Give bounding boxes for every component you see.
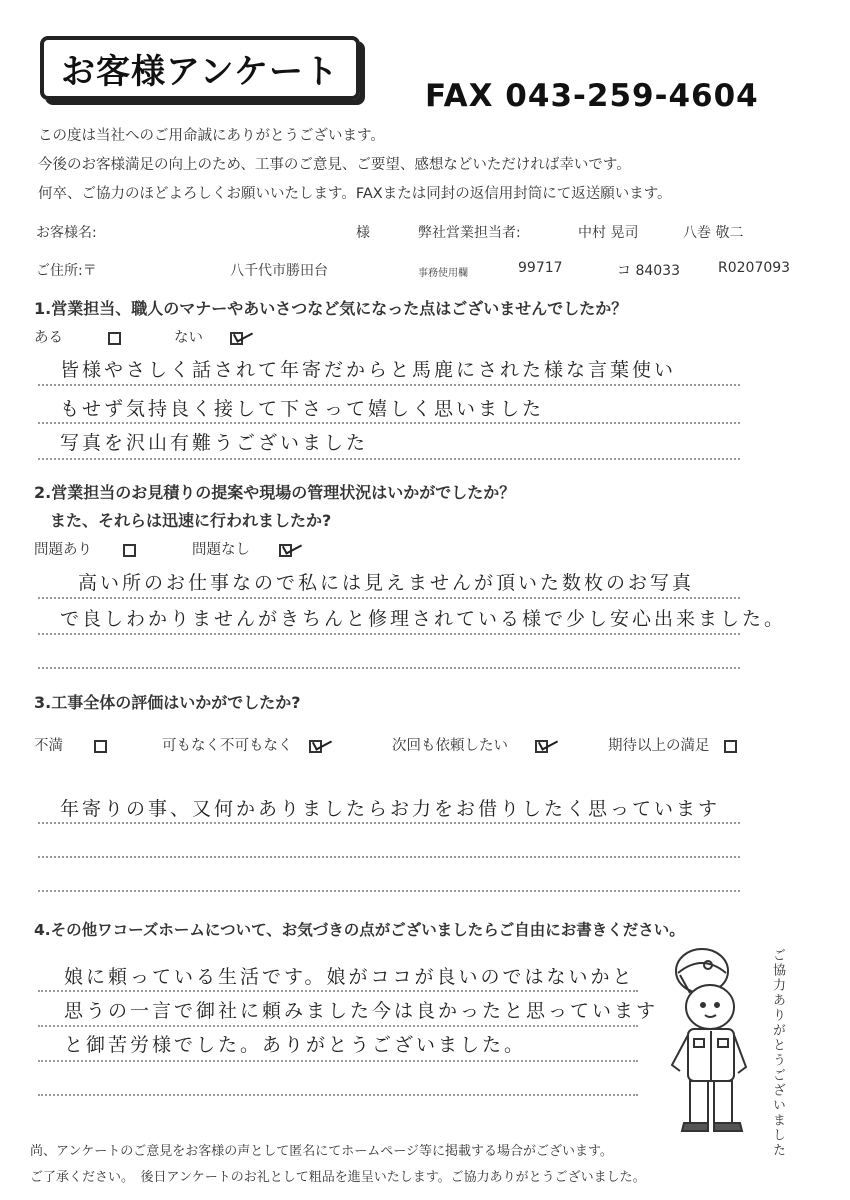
honorific: 様: [356, 225, 370, 241]
answer-rule: [38, 890, 740, 892]
staff-label: 弊社営業担当者:: [418, 225, 521, 241]
answer-rule: [38, 990, 638, 992]
q1-no-checkbox[interactable]: [230, 332, 243, 345]
q1-answer-line-1: 皆様やさしく話されて年寄だからと馬鹿にされた様な言葉使い: [60, 359, 677, 381]
answer-rule: [38, 633, 740, 635]
q2-no-issue-checkbox[interactable]: [279, 544, 292, 557]
answer-rule: [38, 822, 740, 824]
q3-answer-line-1: 年寄りの事、又何かありましたらお力をお借りしたく思っています: [60, 798, 721, 820]
answer-rule: [38, 1060, 638, 1062]
side-thanks: ご協力ありがとうございました: [770, 948, 785, 1158]
intro-line-3: 何卒、ご協力のほどよろしくお願いいたします。FAXまたは同封の返信用封筒にて返送願います。: [38, 186, 672, 202]
q2-answer-line-2: で良しわかりませんがきちんと修理されている様で少し安心出来ました。: [60, 608, 787, 630]
address-label: ご住所:〒: [36, 263, 97, 279]
q3-option-4-checkbox[interactable]: [724, 740, 737, 753]
q1-option-no-label: ない: [174, 330, 203, 346]
q2-subheading: また、それらは迅速に行われましたか?: [50, 511, 332, 530]
office-use-label: 事務使用欄: [418, 268, 468, 279]
q2-option-no-issue[interactable]: [192, 538, 292, 559]
q1-option-no[interactable]: [174, 326, 243, 347]
address-value: 八千代市勝田台: [230, 263, 328, 279]
q3-option-1-checkbox[interactable]: [94, 740, 107, 753]
q4-answer-line-3: と御苦労様でした。ありがとうございました。: [64, 1034, 527, 1056]
q2-option-issue-label: 問題あり: [34, 542, 92, 558]
answer-rule: [38, 422, 740, 424]
q4-answer-line-1: 娘に頼っている生活です。娘がココが良いのではないかと: [64, 966, 635, 988]
answer-rule: [38, 1094, 638, 1096]
q3-option-3-label: 次回も依頼したい: [392, 738, 508, 754]
q1-answer-line-2: もせず気持良く接して下さって嬉しく思いました: [60, 398, 545, 420]
intro-line-1: この度は当社へのご用命誠にありがとうございます。: [38, 128, 385, 144]
intro-line-2: 今後のお客様満足の向上のため、工事のご意見、ご要望、感想などいただければ幸いです。: [38, 157, 631, 173]
q3-option-2-label: 可もなく不可もなく: [162, 738, 293, 754]
q2-option-no-issue-label: 問題なし: [192, 542, 250, 558]
q3-option-neutral[interactable]: [162, 734, 322, 755]
answer-rule: [38, 856, 740, 858]
office-code-1: 99717: [518, 260, 563, 276]
q2-option-issue[interactable]: [34, 538, 136, 559]
q3-option-1-label: 不満: [34, 738, 63, 754]
q1-yes-checkbox[interactable]: [108, 332, 121, 345]
q3-option-exceeded[interactable]: [608, 734, 737, 755]
customer-name-label: お客様名:: [36, 225, 97, 241]
q1-answer-line-3: 写真を沢山有難うございました: [60, 432, 369, 454]
q2-answer-line-1: 高い所のお仕事なので私には見えませんが頂いた数枚のお写真: [78, 572, 695, 594]
q3-option-request-again[interactable]: [392, 734, 548, 755]
q2-heading: 2.営業担当のお見積りの提案や現場の管理状況はいかがでしたか？: [34, 483, 516, 502]
q3-option-dissatisfied[interactable]: [34, 734, 107, 755]
staff-1: 中村 晃司: [578, 225, 639, 241]
fax-number: FAX 043-259-4604: [425, 78, 759, 114]
answer-rule: [38, 597, 740, 599]
footer-line-2: ご了承ください。 後日アンケートのお礼として粗品を進呈いたします。ご協力ありがとうございました。: [30, 1170, 646, 1185]
worker-illustration: [650, 935, 760, 1135]
answer-rule: [38, 667, 740, 669]
q1-heading: 1.営業担当、職人のマナーやあいさつなど気になった点はございませんでしたか？: [34, 299, 628, 318]
staff-2: 八巻 敬二: [683, 225, 744, 241]
q1-option-yes[interactable]: [34, 326, 121, 347]
q3-option-3-checkbox[interactable]: [535, 740, 548, 753]
office-code-2: コ 84033: [617, 263, 680, 279]
q4-heading: 4.その他ワコーズホームについて、お気づきの点がございましたらご自由にお書きください。: [34, 921, 685, 939]
footer-line-1: 尚、アンケートのご意見をお客様の声として匿名にてホームページ等に掲載する場合がございます。: [30, 1144, 613, 1159]
answer-rule: [38, 458, 740, 460]
q1-option-yes-label: ある: [34, 330, 63, 346]
answer-rule: [38, 384, 740, 386]
office-code-3: R0207093: [718, 260, 791, 276]
q3-heading: 3.工事全体の評価はいかがでしたか?: [34, 693, 301, 712]
survey-title: お客様アンケート: [40, 36, 360, 100]
answer-rule: [38, 1025, 638, 1027]
q4-answer-line-2: 思うの一言で御社に頼みました今は良かったと思っています: [64, 1000, 659, 1022]
q3-option-2-checkbox[interactable]: [309, 740, 322, 753]
q3-option-4-label: 期待以上の満足: [608, 738, 710, 754]
q2-issue-checkbox[interactable]: [123, 544, 136, 557]
